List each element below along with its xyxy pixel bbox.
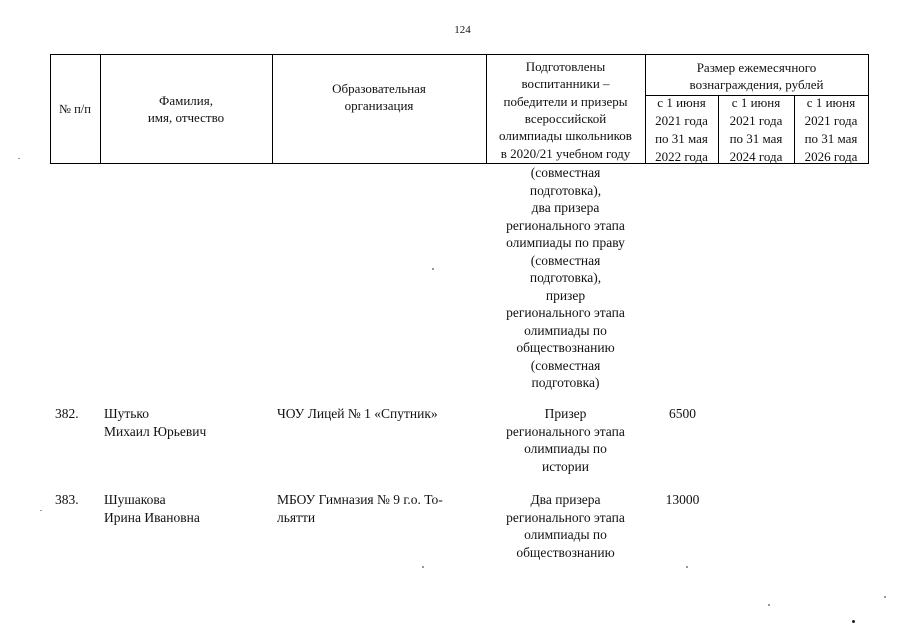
scan-speck xyxy=(852,620,855,623)
table-header xyxy=(50,54,869,164)
header-period-2024: с 1 июня 2021 года по 31 мая 2024 года xyxy=(729,95,783,164)
row-number: 382. xyxy=(55,406,79,421)
header-period-2022: с 1 июня 2021 года по 31 мая 2022 года xyxy=(655,95,708,164)
header-name: Фамилия, имя, отчество xyxy=(147,93,225,125)
header-num: № п/п xyxy=(59,101,91,116)
row-prepared: Два призера регионального этапа олимпиады по обществознанию xyxy=(506,492,625,560)
scan-speck xyxy=(768,604,770,606)
scan-speck xyxy=(422,566,424,568)
header-reward: Размер ежемесячного вознаграждения, рублей xyxy=(689,60,824,92)
row-name: Шушакова Ирина Ивановна xyxy=(104,492,200,525)
row-prepared: Призер регионального этапа олимпиады по истории xyxy=(506,406,625,474)
header-prepared: Подготовлены воспитанники – победители и призеры всероссийской олимпиады школьников в 2020/21 учебном году xyxy=(499,59,632,161)
column-border xyxy=(868,55,869,163)
scan-speck xyxy=(40,510,42,511)
row-name: Шутько Михаил Юрьевич xyxy=(104,406,207,439)
row-organization: ЧОУ Лицей № 1 «Спутник» xyxy=(277,406,438,421)
scan-speck xyxy=(432,268,434,270)
continuation-prepared: (совместная подготовка), два призера регионального этапа олимпиады по праву (совместная подготовка), призер регионального этапа олимпиады по обществознанию (совместная подготовка) xyxy=(506,165,625,390)
row-organization: МБОУ Гимназия № 9 г.о. То- льятти xyxy=(277,492,443,525)
row-number: 383. xyxy=(55,492,79,507)
page-number: 124 xyxy=(454,24,471,36)
header-organization: Образовательная организация xyxy=(332,81,426,113)
row-amount: 13000 xyxy=(665,492,700,507)
scan-speck xyxy=(18,158,20,159)
row-amount: 6500 xyxy=(669,406,696,421)
scan-speck xyxy=(686,566,688,568)
scan-speck xyxy=(884,596,886,598)
header-period-2026: с 1 июня 2021 года по 31 мая 2026 года xyxy=(804,95,858,164)
